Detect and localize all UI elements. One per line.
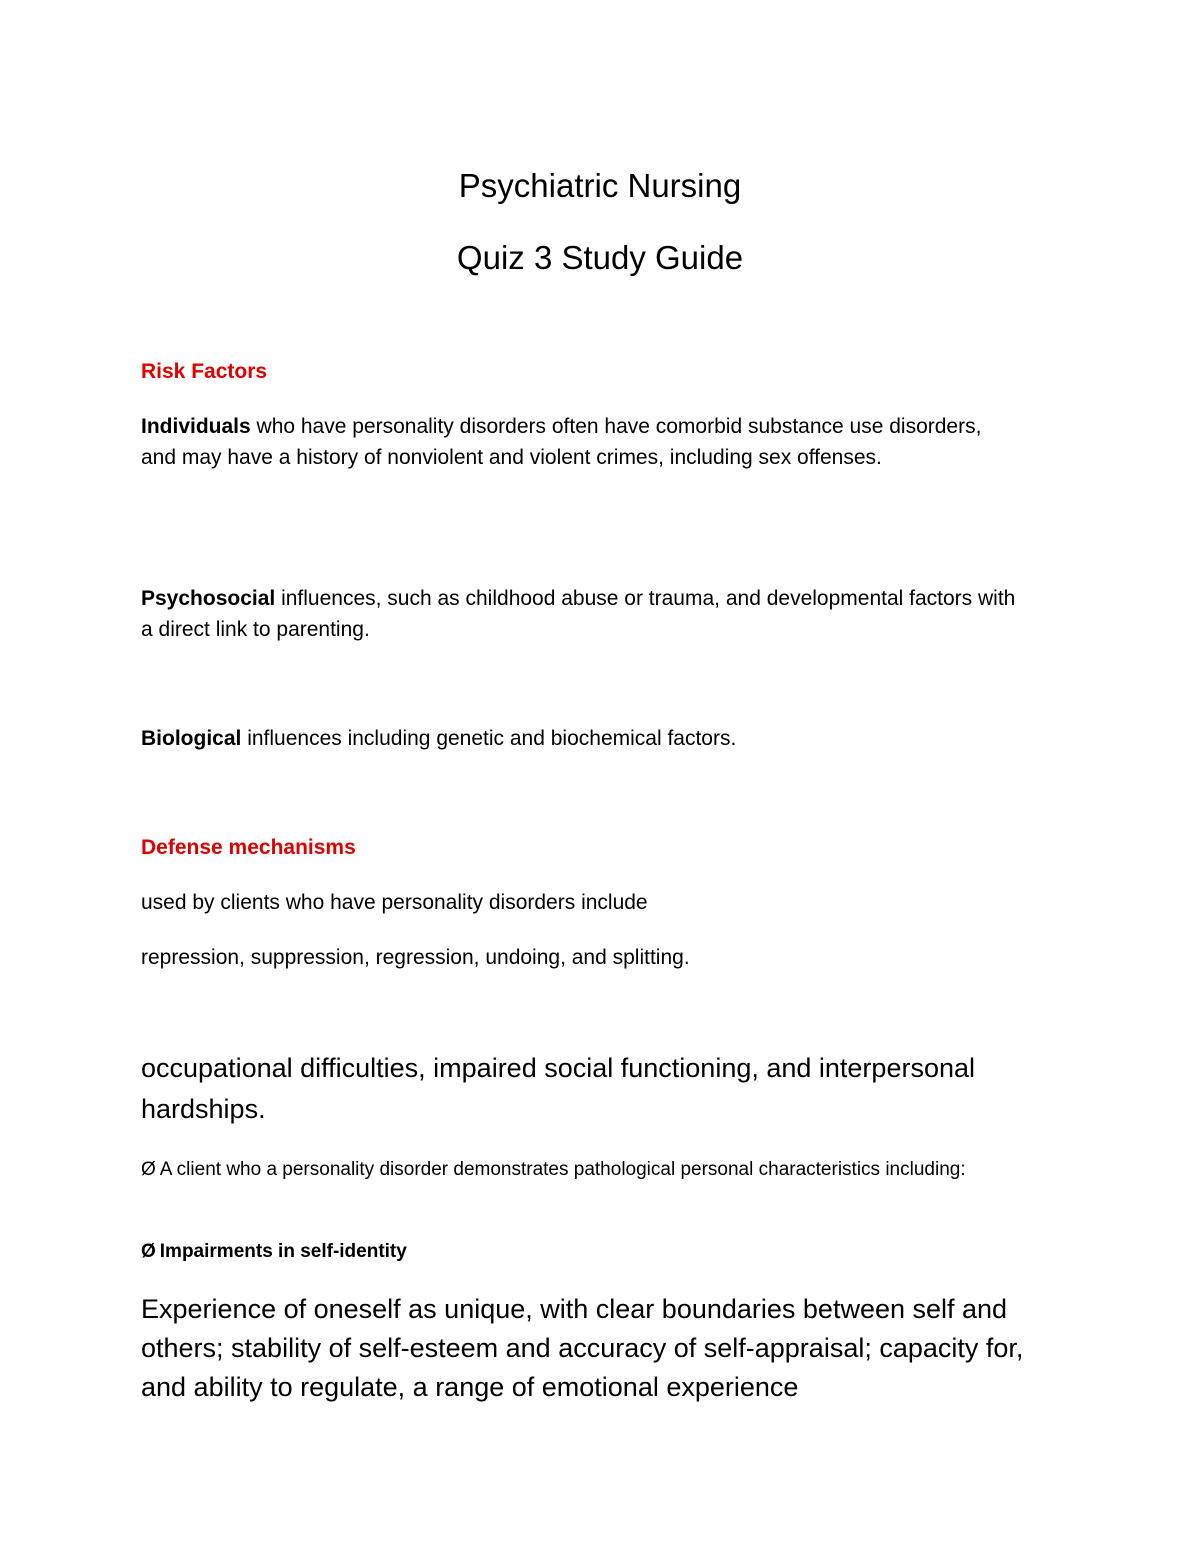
risk-factors-heading: Risk Factors: [141, 360, 268, 383]
client-characteristics-text: A client who a personality disorder demonstrates pathological personal characteristics including:: [159, 1159, 966, 1180]
psychosocial-term: Psychosocial: [141, 587, 276, 610]
biological-term: Biological: [141, 727, 242, 750]
individuals-paragraph: [141, 411, 1021, 473]
psychosocial-text: influences, such as childhood abuse or trauma, and developmental factors with a direct link to parenting.: [141, 587, 1016, 641]
biological-text: influences including genetic and biochemical factors.: [241, 727, 737, 750]
client-characteristics-paragraph: [141, 1155, 1021, 1185]
difficulties-paragraph: occupational difficulties, impaired social functioning, and interpersonal hardships.: [141, 1053, 975, 1124]
biological-paragraph: [141, 723, 1021, 754]
document-title: Psychiatric Nursing: [458, 167, 742, 204]
impairments-label: Impairments in self-identity: [159, 1241, 407, 1262]
psychosocial-paragraph: [141, 583, 1021, 645]
impairments-item: [141, 1237, 1021, 1267]
individuals-term: Individuals: [141, 415, 251, 438]
document-subtitle: Quiz 3 Study Guide: [456, 239, 744, 276]
defense-mechanisms-heading: Defense mechanisms: [141, 836, 356, 859]
defense-line-1: used by clients who have personality disorders include: [141, 891, 648, 914]
experience-paragraph: Experience of oneself as unique, with clear boundaries between self and others; stability of self-esteem and accuracy of self-appraisal; capacity for, and ability to regulate, a range of emotional experience: [141, 1294, 1024, 1402]
bullet-symbol: Ø: [141, 1159, 156, 1180]
bullet-symbol: Ø: [141, 1241, 156, 1262]
defense-line-2: repression, suppression, regression, undoing, and splitting.: [141, 946, 690, 969]
individuals-text: who have personality disorders often have comorbid substance use disorders, and may have a history of nonviolent and violent crimes, including sex offenses.: [141, 415, 982, 469]
